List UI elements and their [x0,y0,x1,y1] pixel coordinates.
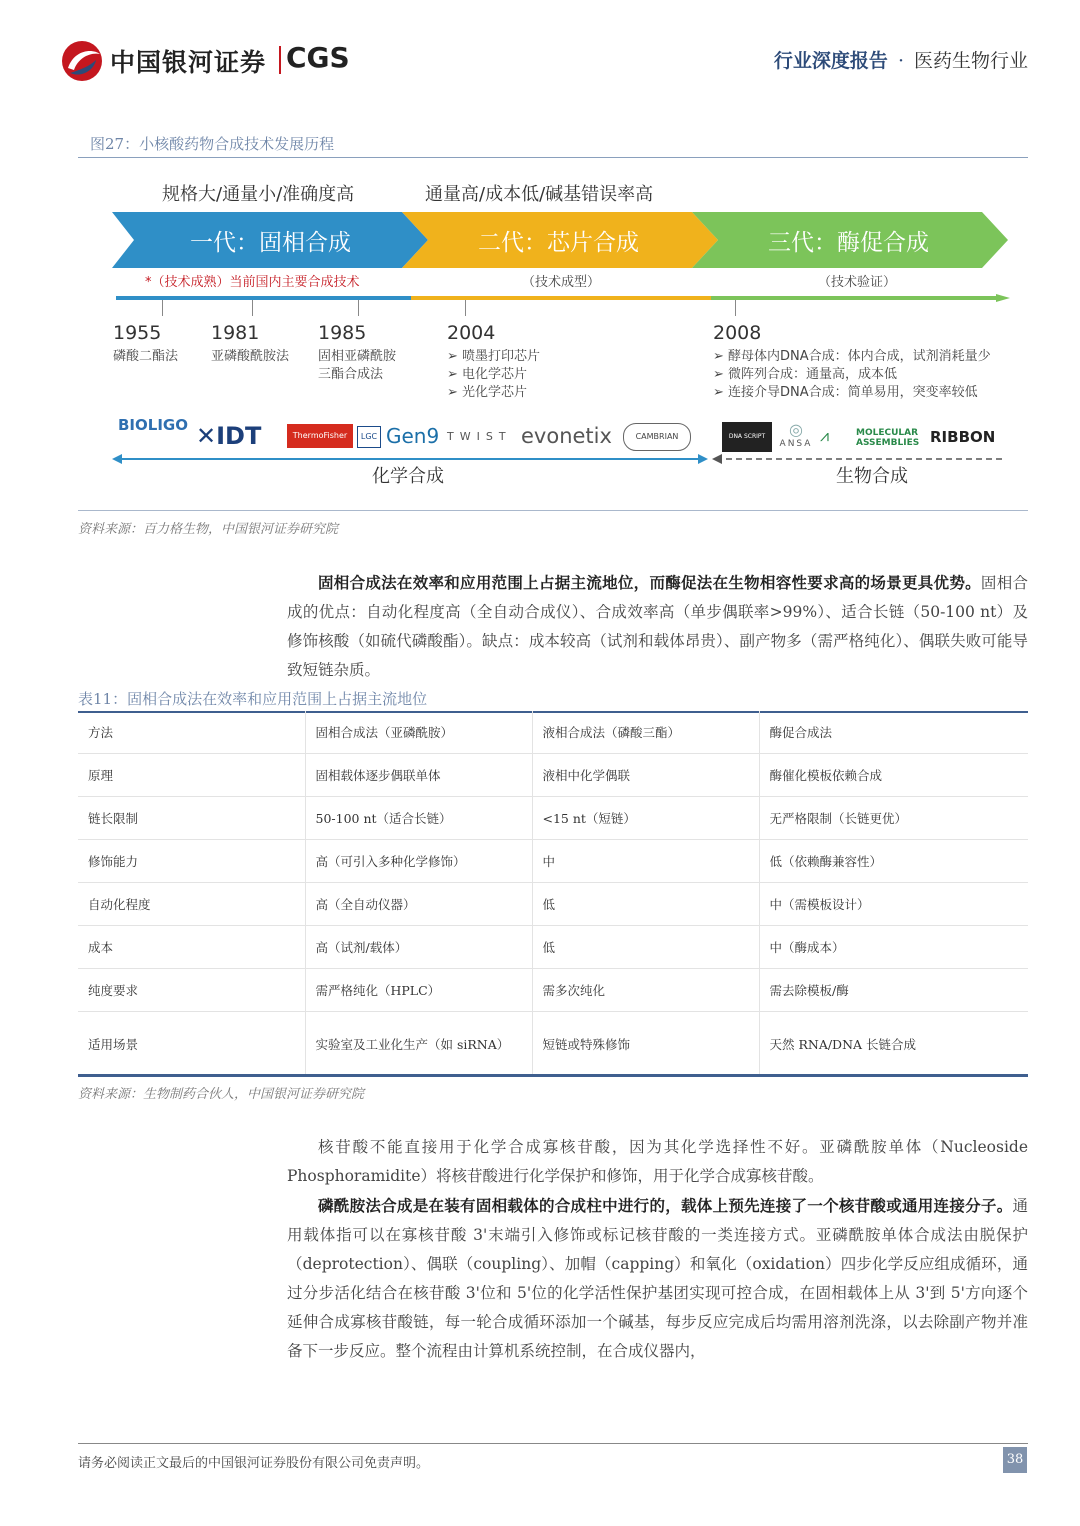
table-cell: 需去除模板/酶 [759,969,1028,1012]
timeline-year: 2004 [447,322,496,344]
timeline-tick [465,300,466,316]
logo-ansa-text: ANSA [779,439,813,449]
table-row [78,969,1028,1012]
paragraph-text: 通用载体指可以在寡核苷酸 3'末端引入修饰或标记核苷酸的一类连接方式。亚磷酰胺单体合成法由脱保护（deprotection）、偶联（coupling）、加帽（capping）和氧化（oxidation）四步化学反应组成循环，通过分步活化结合在核苷酸 3'位和 5'位的化学活性保护基团实现可控合成，在固相载体上从 3'到 5'方向逐个延伸合成寡核苷酸链，每一轮合成循环添加一个碱基，每步反应完成后均需用溶剂洗涤，以去除副产物并准备下一步反应。整个流程由计算机系统控制，在合成仪器内， [287,1197,1028,1360]
comparison-table [78,711,1028,1076]
table-cell: 无严格限制（长链更优） [759,797,1028,840]
table-cell: <15 nt（短链） [532,797,759,840]
table-cell: 中 [532,840,759,883]
timeline-desc [211,348,289,366]
gen1-label: 一代：固相合成 [190,230,351,256]
timeline-desc [318,348,396,384]
table-row [78,926,1028,969]
timeline-desc-line: 固相亚磷酰胺 [318,349,397,364]
table-row [78,797,1028,840]
table-cell: 中（酶成本） [759,926,1028,969]
table-cell: 固相载体逐步偶联单体 [305,754,532,797]
timeline-tick [162,300,163,316]
timeline-year: 1981 [211,322,260,344]
table-cell: 高（可引入多种化学修饰） [305,840,532,883]
table-cell: 实验室及工业化生产（如 siRNA） [305,1012,532,1077]
paragraph-solid-phase [287,568,1028,685]
ansa-icon: ◎ [789,420,803,439]
timeline-desc [447,348,540,402]
table-header-row [78,711,1028,754]
figure-caption: 图27：小核酸药物合成技术发展历程 [90,135,335,153]
table-cell: 需多次纯化 [532,969,759,1012]
table-cell: 液相合成法（磷酸三酯） [532,711,759,754]
company-logo [60,40,350,82]
table-bottom-rule [78,1074,1028,1077]
gen3-sub: （技术验证） [818,275,897,290]
logo-divider [279,46,281,74]
figure-bottom-rule [78,510,1028,511]
timeline-year: 1985 [318,322,367,344]
timeline-year: 2008 [713,322,762,344]
table-cell: 高（试剂/载体） [305,926,532,969]
gen1-sub: *（技术成熟）当前国内主要合成技术 [145,275,360,290]
logo-lgc: LGC [357,426,381,448]
logo-ma-icon: ⩘ [820,426,830,445]
table-row [78,1012,1028,1077]
timeline-tick [735,300,736,316]
table-cell: 高（全自动仪器） [305,883,532,926]
timeline-desc-line: 亚磷酸酰胺法 [211,349,290,364]
paragraph-text: 核苷酸不能直接用于化学合成寡核苷酸，因为其化学选择性不好。亚磷酰胺单体（Nucleoside Phosphoramidite）将核苷酸进行化学保护和修饰，用于化学合成寡核苷酸。 [287,1138,1028,1185]
gen2-sub: （技术成型） [522,275,601,290]
table-cell: 适用场景 [78,1012,305,1077]
timeline-desc-line: ➢ 喷墨打印芯片 [447,349,541,364]
timeline-tick [252,300,253,316]
table-cell: 固相合成法（亚磷酰胺） [305,711,532,754]
table-cell: 修饰能力 [78,840,305,883]
logo-ansa [779,420,813,449]
table-row [78,840,1028,883]
table-cell: 天然 RNA/DNA 长链合成 [769,1037,917,1052]
table-cell: 短链或特殊修饰 [532,1012,759,1077]
table-cell: 酶促合成法 [759,711,1028,754]
industry-name: 医药生物行业 [913,50,1028,72]
timeline-desc-line: ➢ 光化学芯片 [447,385,528,400]
logo-gen9: Gen9 [386,424,440,448]
table-row [78,754,1028,797]
timeline-desc-line: 三酯合成法 [318,367,384,382]
table-cell: 酶催化模板依赖合成 [759,754,1028,797]
logo-idt-text: IDT [216,422,262,450]
table-cell: 纯度要求 [78,969,305,1012]
timeline-desc [713,348,991,402]
logo-evonetix: evonetix [521,424,612,448]
table-cell: 液相中化学偶联 [532,754,759,797]
paragraph-lead-bold: 磷酰胺法合成是在装有固相载体的合成柱中进行的，载体上预先连接了一个核苷酸或通用连接分子。 [318,1196,1013,1215]
logo-ribbon: RIBBON [930,428,996,446]
timeline-year: 1955 [113,322,162,344]
figure-rule [78,157,1028,158]
timeline-tick [358,300,359,316]
gen3-label: 三代：酶促合成 [768,230,929,256]
timeline-bar [116,294,1010,302]
logo-thermofisher: ThermoFisher [287,424,353,448]
logo-idt: ✕IDT [196,422,262,450]
header-dot: · [897,50,904,72]
logo-cambrian: CAMBRIAN [623,423,691,451]
table-cell: 原理 [78,754,305,797]
category-biological: 生物合成 [836,466,908,487]
table-cell: 方法 [78,711,305,754]
timeline-desc-line: ➢ 连接介导DNA合成：简单易用，突变率较低 [713,385,978,400]
timeline-desc-line: ➢ 酵母体内DNA合成：体内合成，试剂消耗量少 [713,349,991,364]
table-cell: 低 [532,883,759,926]
figure-source: 资料来源：百力格生物，中国银河证券研究院 [78,522,339,537]
logo-molecular-assemblies: MOLECULAR ASSEMBLIES [856,428,920,448]
table-cell: 成本 [78,926,305,969]
table-cell: 中（需模板设计） [759,883,1028,926]
timeline-desc [113,348,178,366]
paragraph-text: 固相合成的优点：自动化程度高（全自动合成仪）、合成效率高（单步偶联率>99%）、适合长链（50-100 nt）及修饰核酸（如硫代磷酸酯）。缺点：成本较高（试剂和载体昂贵）、副产物多（需严格纯化）、偶联失败可能导致短链杂质。 [287,574,1028,679]
table-source: 资料来源：生物制药合伙人，中国银河证券研究院 [78,1087,365,1102]
logo-text-en: CGS [286,41,350,74]
gen2-note: 通量高/成本低/碱基错误率高 [425,184,654,205]
gen1-note: 规格大/通量小/准确度高 [162,184,355,205]
timeline-desc-line: ➢ 微阵列合成：通量高，成本低 [713,367,898,382]
page-number: 38 [1003,1447,1027,1473]
table-cell: 50-100 nt（适合长链） [305,797,532,840]
table-caption: 表11：固相合成法在效率和应用范围上占据主流地位 [78,690,428,708]
paragraph-phosphoramidite [287,1133,1028,1191]
table-cell: 需严格纯化（HPLC） [305,969,532,1012]
footer-disclaimer: 请务必阅读正文最后的中国银河证券股份有限公司免责声明。 [78,1456,430,1471]
logo-mark-icon [60,40,104,82]
gen2-label: 二代：芯片合成 [478,230,639,256]
report-type: 行业深度报告 [773,50,888,72]
table-row [78,883,1028,926]
logo-bioligo: BIOLIGO [118,416,188,434]
paragraph-lead-bold: 固相合成法在效率和应用范围上占据主流地位，而酶促法在生物相容性要求高的场景更具优势。 [318,573,981,592]
paragraph-synthesis-cycle [287,1191,1028,1366]
timeline-desc-line: ➢ 电化学芯片 [447,367,528,382]
footer-rule [78,1443,1028,1444]
timeline-desc-line: 磷酸二酯法 [113,349,179,364]
table-cell: 低 [532,926,759,969]
logo-text-cn: 中国银河证券 [110,48,267,77]
table-cell: 链长限制 [78,797,305,840]
report-header [774,46,1028,73]
category-chemical: 化学合成 [372,466,444,487]
logo-dnascript: DNA SCRIPT [722,422,772,452]
table-cell: 自动化程度 [78,883,305,926]
table-cell: 低（依赖酶兼容性） [759,840,1028,883]
logo-twist: TWIST [447,430,512,443]
